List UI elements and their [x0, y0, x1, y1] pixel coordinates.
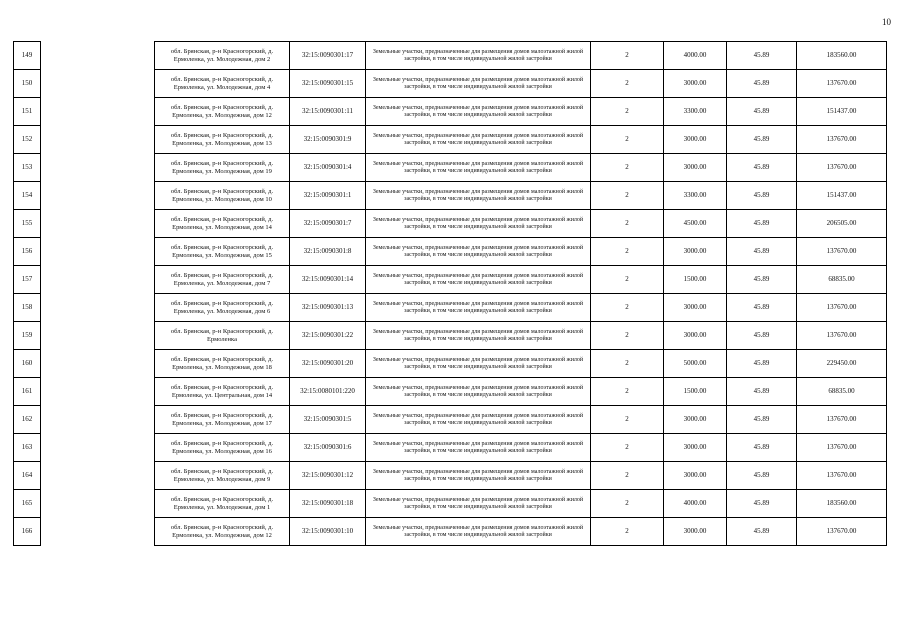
cadastral-number-cell: 32:15:0090301:1 — [290, 182, 366, 210]
row-gap — [41, 98, 155, 126]
land-use-cell: Земельные участки, предназначенные для размещения домов малоэтажной жилой застройки, в том числе индивидуальной жилой застройки — [366, 406, 591, 434]
address-cell: обл. Брянская, р-н Красногорский, д. Ермоленка, ул. Молодежная, дом 15 — [155, 238, 290, 266]
area-cell: 3000.00 — [664, 462, 727, 490]
land-use-cell: Земельные участки, предназначенные для размещения домов малоэтажной жилой застройки, в том числе индивидуальной жилой застройки — [366, 294, 591, 322]
specific-value-cell: 45.89 — [727, 462, 797, 490]
table-row — [14, 126, 887, 154]
cadastral-number-cell: 32:15:0090301:14 — [290, 266, 366, 294]
address-cell: обл. Брянская, р-н Красногорский, д. Ермоленка, ул. Молодежная, дом 1 — [155, 490, 290, 518]
group-code-cell: 2 — [591, 42, 664, 70]
row-gap — [41, 294, 155, 322]
address-cell: обл. Брянская, р-н Красногорский, д. Ермоленка, ул. Молодежная, дом 17 — [155, 406, 290, 434]
cadastral-value-cell: 206505.00 — [797, 210, 887, 238]
specific-value-cell: 45.89 — [727, 210, 797, 238]
row-number: 166 — [14, 518, 41, 546]
cadastral-value-cell: 137670.00 — [797, 294, 887, 322]
row-gap — [41, 266, 155, 294]
row-number: 160 — [14, 350, 41, 378]
cadastral-number-cell: 32:15:0090301:5 — [290, 406, 366, 434]
row-number: 162 — [14, 406, 41, 434]
specific-value-cell: 45.89 — [727, 70, 797, 98]
address-cell: обл. Брянская, р-н Красногорский, д. Ермоленка, ул. Молодежная, дом 13 — [155, 126, 290, 154]
land-use-cell: Земельные участки, предназначенные для размещения домов малоэтажной жилой застройки, в том числе индивидуальной жилой застройки — [366, 210, 591, 238]
group-code-cell: 2 — [591, 518, 664, 546]
row-number: 151 — [14, 98, 41, 126]
row-number: 161 — [14, 378, 41, 406]
area-cell: 3000.00 — [664, 518, 727, 546]
group-code-cell: 2 — [591, 182, 664, 210]
address-cell: обл. Брянская, р-н Красногорский, д. Ермоленка, ул. Молодежная, дом 4 — [155, 70, 290, 98]
cadastral-number-cell: 32:15:0080101:220 — [290, 378, 366, 406]
table-row — [14, 210, 887, 238]
land-use-cell: Земельные участки, предназначенные для размещения домов малоэтажной жилой застройки, в том числе индивидуальной жилой застройки — [366, 70, 591, 98]
table-row — [14, 70, 887, 98]
area-cell: 3000.00 — [664, 126, 727, 154]
land-use-cell: Земельные участки, предназначенные для размещения домов малоэтажной жилой застройки, в том числе индивидуальной жилой застройки — [366, 126, 591, 154]
table-row — [14, 462, 887, 490]
row-number: 164 — [14, 462, 41, 490]
specific-value-cell: 45.89 — [727, 490, 797, 518]
group-code-cell: 2 — [591, 462, 664, 490]
row-number: 155 — [14, 210, 41, 238]
group-code-cell: 2 — [591, 98, 664, 126]
specific-value-cell: 45.89 — [727, 154, 797, 182]
group-code-cell: 2 — [591, 70, 664, 98]
row-number: 157 — [14, 266, 41, 294]
specific-value-cell: 45.89 — [727, 378, 797, 406]
cadastral-value-cell: 151437.00 — [797, 182, 887, 210]
land-use-cell: Земельные участки, предназначенные для размещения домов малоэтажной жилой застройки, в том числе индивидуальной жилой застройки — [366, 238, 591, 266]
row-gap — [41, 518, 155, 546]
address-cell: обл. Брянская, р-н Красногорский, д. Ермоленка, ул. Молодежная, дом 19 — [155, 154, 290, 182]
cadastral-value-cell: 151437.00 — [797, 98, 887, 126]
cadastral-value-cell: 137670.00 — [797, 70, 887, 98]
specific-value-cell: 45.89 — [727, 238, 797, 266]
table-row — [14, 322, 887, 350]
cadastral-number-cell: 32:15:0090301:9 — [290, 126, 366, 154]
area-cell: 3000.00 — [664, 70, 727, 98]
land-use-cell: Земельные участки, предназначенные для размещения домов малоэтажной жилой застройки, в том числе индивидуальной жилой застройки — [366, 378, 591, 406]
area-cell: 1500.00 — [664, 378, 727, 406]
address-cell: обл. Брянская, р-н Красногорский, д. Ермоленка, ул. Молодежная, дом 6 — [155, 294, 290, 322]
area-cell: 3000.00 — [664, 294, 727, 322]
cadastral-number-cell: 32:15:0090301:13 — [290, 294, 366, 322]
land-use-cell: Земельные участки, предназначенные для размещения домов малоэтажной жилой застройки, в том числе индивидуальной жилой застройки — [366, 490, 591, 518]
row-number: 158 — [14, 294, 41, 322]
row-gap — [41, 126, 155, 154]
group-code-cell: 2 — [591, 294, 664, 322]
table-row — [14, 518, 887, 546]
cadastral-number-cell: 32:15:0090301:17 — [290, 42, 366, 70]
specific-value-cell: 45.89 — [727, 434, 797, 462]
cadastral-value-cell: 183560.00 — [797, 490, 887, 518]
group-code-cell: 2 — [591, 378, 664, 406]
area-cell: 5000.00 — [664, 350, 727, 378]
group-code-cell: 2 — [591, 238, 664, 266]
table-row — [14, 378, 887, 406]
cadastral-number-cell: 32:15:0090301:20 — [290, 350, 366, 378]
group-code-cell: 2 — [591, 350, 664, 378]
specific-value-cell: 45.89 — [727, 322, 797, 350]
cadastral-number-cell: 32:15:0090301:22 — [290, 322, 366, 350]
table-row — [14, 490, 887, 518]
row-gap — [41, 322, 155, 350]
cadastral-value-cell: 137670.00 — [797, 322, 887, 350]
specific-value-cell: 45.89 — [727, 126, 797, 154]
land-use-cell: Земельные участки, предназначенные для размещения домов малоэтажной жилой застройки, в том числе индивидуальной жилой застройки — [366, 266, 591, 294]
address-cell: обл. Брянская, р-н Красногорский, д. Ермоленка, ул. Молодежная, дом 9 — [155, 462, 290, 490]
cadastral-number-cell: 32:15:0090301:10 — [290, 518, 366, 546]
cadastral-value-cell: 137670.00 — [797, 154, 887, 182]
group-code-cell: 2 — [591, 406, 664, 434]
row-number: 154 — [14, 182, 41, 210]
cadastral-value-cell: 229450.00 — [797, 350, 887, 378]
cadastral-value-cell: 183560.00 — [797, 42, 887, 70]
address-cell: обл. Брянская, р-н Красногорский, д. Ермоленка, ул. Центральная, дом 14 — [155, 378, 290, 406]
area-cell: 3000.00 — [664, 154, 727, 182]
group-code-cell: 2 — [591, 210, 664, 238]
row-gap — [41, 70, 155, 98]
group-code-cell: 2 — [591, 266, 664, 294]
cadastral-value-cell: 137670.00 — [797, 518, 887, 546]
specific-value-cell: 45.89 — [727, 406, 797, 434]
row-gap — [41, 434, 155, 462]
group-code-cell: 2 — [591, 434, 664, 462]
row-gap — [41, 406, 155, 434]
area-cell: 3000.00 — [664, 406, 727, 434]
cadastral-value-cell: 137670.00 — [797, 434, 887, 462]
row-number: 163 — [14, 434, 41, 462]
area-cell: 4000.00 — [664, 490, 727, 518]
specific-value-cell: 45.89 — [727, 42, 797, 70]
row-number: 150 — [14, 70, 41, 98]
address-cell: обл. Брянская, р-н Красногорский, д. Ермоленка, ул. Молодежная, дом 12 — [155, 98, 290, 126]
address-cell: обл. Брянская, р-н Красногорский, д. Ермоленка — [155, 322, 290, 350]
address-cell: обл. Брянская, р-н Красногорский, д. Ермоленка, ул. Молодежная, дом 2 — [155, 42, 290, 70]
table-row — [14, 406, 887, 434]
area-cell: 3000.00 — [664, 434, 727, 462]
land-plots-table — [13, 41, 887, 546]
table-row — [14, 294, 887, 322]
specific-value-cell: 45.89 — [727, 350, 797, 378]
land-use-cell: Земельные участки, предназначенные для размещения домов малоэтажной жилой застройки, в том числе индивидуальной жилой застройки — [366, 322, 591, 350]
area-cell: 3300.00 — [664, 98, 727, 126]
land-use-cell: Земельные участки, предназначенные для размещения домов малоэтажной жилой застройки, в том числе индивидуальной жилой застройки — [366, 42, 591, 70]
cadastral-number-cell: 32:15:0090301:11 — [290, 98, 366, 126]
address-cell: обл. Брянская, р-н Красногорский, д. Ермоленка, ул. Молодежная, дом 18 — [155, 350, 290, 378]
cadastral-number-cell: 32:15:0090301:8 — [290, 238, 366, 266]
table-row — [14, 266, 887, 294]
table-row — [14, 238, 887, 266]
cadastral-value-cell: 137670.00 — [797, 462, 887, 490]
area-cell: 4000.00 — [664, 42, 727, 70]
cadastral-value-cell: 68835.00 — [797, 378, 887, 406]
cadastral-value-cell: 137670.00 — [797, 406, 887, 434]
row-gap — [41, 350, 155, 378]
table-row — [14, 434, 887, 462]
row-number: 149 — [14, 42, 41, 70]
area-cell: 1500.00 — [664, 266, 727, 294]
row-gap — [41, 42, 155, 70]
cadastral-value-cell: 137670.00 — [797, 126, 887, 154]
group-code-cell: 2 — [591, 490, 664, 518]
address-cell: обл. Брянская, р-н Красногорский, д. Ермоленка, ул. Молодежная, дом 10 — [155, 182, 290, 210]
land-use-cell: Земельные участки, предназначенные для размещения домов малоэтажной жилой застройки, в том числе индивидуальной жилой застройки — [366, 350, 591, 378]
row-gap — [41, 378, 155, 406]
specific-value-cell: 45.89 — [727, 294, 797, 322]
land-use-cell: Земельные участки, предназначенные для размещения домов малоэтажной жилой застройки, в том числе индивидуальной жилой застройки — [366, 98, 591, 126]
row-number: 152 — [14, 126, 41, 154]
land-use-cell: Земельные участки, предназначенные для размещения домов малоэтажной жилой застройки, в том числе индивидуальной жилой застройки — [366, 462, 591, 490]
specific-value-cell: 45.89 — [727, 266, 797, 294]
row-gap — [41, 182, 155, 210]
specific-value-cell: 45.89 — [727, 182, 797, 210]
page-number: 10 — [882, 17, 891, 27]
land-use-cell: Земельные участки, предназначенные для размещения домов малоэтажной жилой застройки, в том числе индивидуальной жилой застройки — [366, 518, 591, 546]
cadastral-value-cell: 68835.00 — [797, 266, 887, 294]
land-use-cell: Земельные участки, предназначенные для размещения домов малоэтажной жилой застройки, в том числе индивидуальной жилой застройки — [366, 434, 591, 462]
row-number: 156 — [14, 238, 41, 266]
area-cell: 4500.00 — [664, 210, 727, 238]
address-cell: обл. Брянская, р-н Красногорский, д. Ермоленка, ул. Молодежная, дом 14 — [155, 210, 290, 238]
cadastral-number-cell: 32:15:0090301:12 — [290, 462, 366, 490]
group-code-cell: 2 — [591, 154, 664, 182]
cadastral-number-cell: 32:15:0090301:4 — [290, 154, 366, 182]
table-row — [14, 182, 887, 210]
cadastral-number-cell: 32:15:0090301:18 — [290, 490, 366, 518]
table-row — [14, 154, 887, 182]
group-code-cell: 2 — [591, 126, 664, 154]
area-cell: 3000.00 — [664, 322, 727, 350]
land-use-cell: Земельные участки, предназначенные для размещения домов малоэтажной жилой застройки, в том числе индивидуальной жилой застройки — [366, 182, 591, 210]
table-row — [14, 350, 887, 378]
row-number: 153 — [14, 154, 41, 182]
row-gap — [41, 210, 155, 238]
specific-value-cell: 45.89 — [727, 518, 797, 546]
table-row — [14, 98, 887, 126]
cadastral-number-cell: 32:15:0090301:7 — [290, 210, 366, 238]
land-use-cell: Земельные участки, предназначенные для размещения домов малоэтажной жилой застройки, в том числе индивидуальной жилой застройки — [366, 154, 591, 182]
address-cell: обл. Брянская, р-н Красногорский, д. Ермоленка, ул. Молодежная, дом 7 — [155, 266, 290, 294]
area-cell: 3000.00 — [664, 238, 727, 266]
row-gap — [41, 154, 155, 182]
area-cell: 3300.00 — [664, 182, 727, 210]
row-gap — [41, 490, 155, 518]
specific-value-cell: 45.89 — [727, 98, 797, 126]
cadastral-number-cell: 32:15:0090301:15 — [290, 70, 366, 98]
table-row — [14, 42, 887, 70]
group-code-cell: 2 — [591, 322, 664, 350]
row-number: 165 — [14, 490, 41, 518]
row-number: 159 — [14, 322, 41, 350]
cadastral-number-cell: 32:15:0090301:6 — [290, 434, 366, 462]
address-cell: обл. Брянская, р-н Красногорский, д. Ермоленка, ул. Молодежная, дом 12 — [155, 518, 290, 546]
row-gap — [41, 238, 155, 266]
row-gap — [41, 462, 155, 490]
address-cell: обл. Брянская, р-н Красногорский, д. Ермоленка, ул. Молодежная, дом 16 — [155, 434, 290, 462]
cadastral-value-cell: 137670.00 — [797, 238, 887, 266]
table-body — [14, 42, 887, 546]
